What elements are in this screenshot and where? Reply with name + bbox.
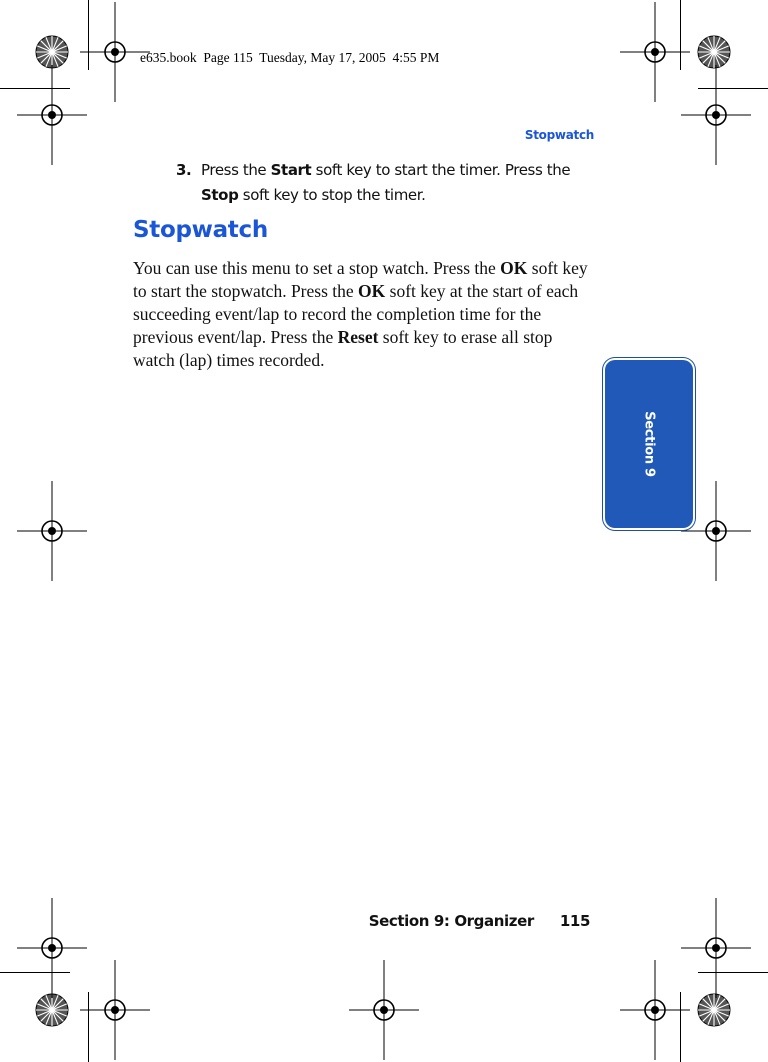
page-number: 115	[559, 912, 590, 930]
section-tab	[603, 358, 695, 530]
start-key-label: Start	[270, 161, 312, 179]
stop-key-label: Stop	[201, 186, 239, 204]
step-number: 3.	[176, 161, 192, 179]
body-paragraph: You can use this menu to set a stop watch. Press the OK soft key to start the stopwatch. Press the OK soft key at the start of each succeeding event/lap to record the completion time for the previous event/lap. Press the Reset soft key to erase all stop watch (lap) times recorded.	[133, 258, 588, 370]
section-heading: Stopwatch	[133, 217, 268, 243]
starburst-mark	[698, 36, 730, 68]
running-header: Stopwatch	[524, 128, 594, 142]
page-footer	[369, 912, 590, 930]
footer-section: Section 9: Organizer	[368, 912, 534, 930]
reset-key-label: Reset	[337, 327, 379, 347]
starburst-mark	[36, 36, 68, 68]
section-tab-label: Section 9	[641, 411, 657, 477]
step-text: Press the Start soft key to start the timer. Press the Stop soft key to stop the timer.	[201, 161, 571, 204]
print-info-line: e635.book Page 115 Tuesday, May 17, 2005 4:55 PM	[140, 50, 440, 65]
step-3	[176, 158, 606, 208]
starburst-mark	[698, 994, 730, 1026]
ok-key-label: OK	[500, 258, 528, 278]
starburst-mark	[36, 994, 68, 1026]
ok-key-label: OK	[358, 281, 386, 301]
